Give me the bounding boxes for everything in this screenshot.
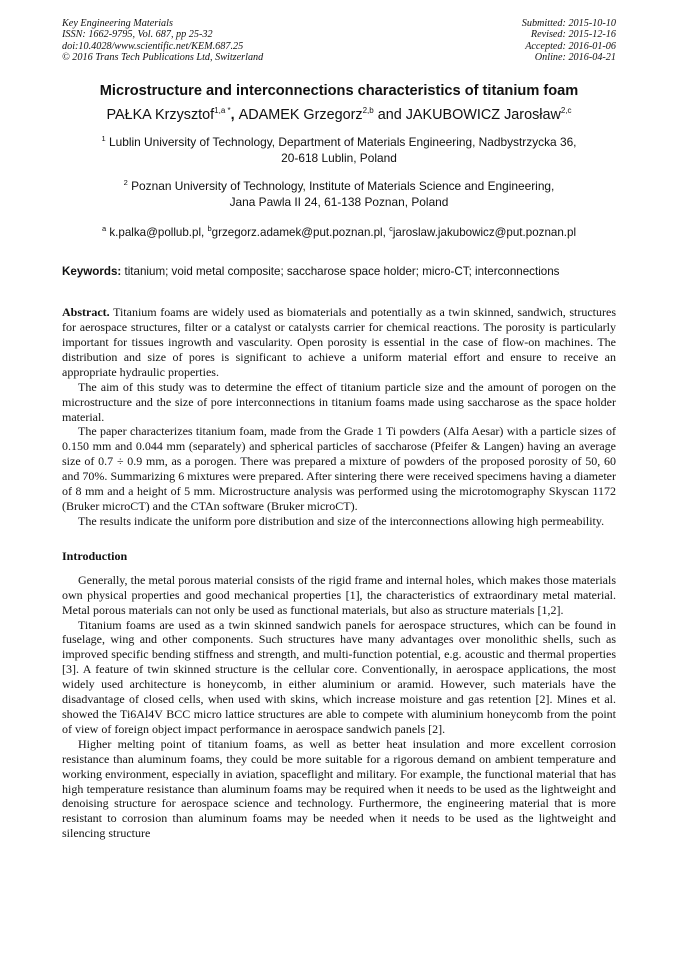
affiliation-number: 1 bbox=[101, 134, 106, 144]
abstract-text: Titanium foams are widely used as biomaterials and potentially as a twin skinned, sandwich, structures for aerospace structures, filter or a catalyst or catalysts carrier for chemical reactions. The porosity is particularly important for tissues ingrowth and vascularity. Open porosity is essential in the case of flow-on machines. The distribution and size of pores is significant to achieve a uniform material effort and ensure to receive an appropriate hydraulic properties. bbox=[62, 305, 616, 379]
keywords-label: Keywords: bbox=[62, 265, 122, 279]
abstract-paragraph: The results indicate the uniform pore distribution and size of the interconnections allowing high permeability. bbox=[78, 513, 605, 528]
doi-line: doi:10.4028/www.scientific.net/KEM.687.25 bbox=[62, 40, 244, 52]
affiliation-line: Lublin University of Technology, Department of Materials Engineering, Nadbystrzycka 36, bbox=[105, 135, 577, 150]
email-superscript: b bbox=[207, 224, 212, 234]
author-name: JAKUBOWICZ Jarosław bbox=[405, 106, 561, 123]
affiliation-line: Poznan University of Technology, Institute of Materials Science and Engineering, bbox=[127, 179, 555, 194]
keywords-line bbox=[62, 265, 616, 278]
author-separator: and bbox=[373, 106, 406, 123]
body-paragraph: Higher melting point of titanium foams, as well as better heat insulation and more excellent corrosion resistance than aluminum foams, they could be more suitable for a rigorous demand on ambient temperature and working environment, especially in aviation, spaceflight and military. For example, the functional material that has high temperature resistance than aluminum foams may be required when it needs to be used as the lightweight and denoising structure for aerospace science and technology. Furthermore, the engineering material that is more resistant to corrosion than aluminum foams may be needed when it needs to be used as the lightweight and silencing structure bbox=[62, 736, 616, 841]
abstract-label: Abstract. bbox=[62, 305, 110, 320]
introduction-section bbox=[62, 549, 616, 841]
abstract-section bbox=[62, 305, 616, 529]
email-address: k.palka@pollub.pl, bbox=[106, 226, 208, 240]
author-name: ADAMEK Grzegorz bbox=[238, 106, 363, 123]
body-paragraph: Titanium foams are used as a twin skinned sandwich panels for aerospace structures, which can be found in fuselage, wing and other components. Such structures have many advantages over monolithic shells, such as improved specific bending stiffness and strength, and multi-function potential, e.g. acoustic and thermal properties [3]. A feature of twin skinned structure is the cellular core. Conventionally, in aerospace applications, the most widely used architecture is honeycomb, in either aluminium or aramid. However, such materials have the disadvantage of closed cells, when used with skins, which increase moisture and gas retention [2]. Mines et al. showed the Ti6Al4V BCC micro lattice structures are able to compete with aluminium honeycomb from the point of view of foreign object impact performance in aerospace sandwich panels [2]. bbox=[62, 617, 616, 736]
keywords-text: titanium; void metal composite; saccharose space holder; micro-CT; interconnections bbox=[121, 265, 560, 279]
email-superscript: a bbox=[101, 224, 107, 234]
copyright-line: © 2016 Trans Tech Publications Ltd, Switzerland bbox=[62, 52, 264, 64]
online-date: Online: 2016-04-21 bbox=[534, 52, 616, 64]
revised-date: Revised: 2015-12-16 bbox=[530, 29, 616, 41]
affiliation-line: Jana Pawla II 24, 61-138 Poznan, Poland bbox=[229, 194, 449, 209]
publication-info bbox=[62, 18, 263, 64]
email-address: jaroslaw.jakubowicz@put.poznan.pl bbox=[392, 226, 577, 240]
author-separator: , bbox=[230, 106, 239, 123]
author-name: PAŁKA Krzysztof bbox=[106, 106, 215, 123]
submitted-date: Submitted: 2015-10-10 bbox=[521, 18, 616, 29]
abstract-paragraph: The paper characterizes titanium foam, made from the Grade 1 Ti powders (Alfa Aesar) with a particle sizes of 0.150 mm and 0.044 mm (separately) and spherical particles of saccharose (Pfeifer & Langen) having an average size of 0.7 ÷ 0.9 mm, as a porogen. There was prepared a mixture of powders of the proposed porosity of 50, 60 and 70%. Summarizing 6 mixtures were prepared. After sintering there were received specimens having a diameter of 8 mm and a height of 5 mm. Microstructure analysis was performed using the microtomography Skyscan 1172 (Bruker microCT) and the CTAn software (Bruker microCT). bbox=[62, 424, 616, 513]
accepted-date: Accepted: 2016-01-06 bbox=[525, 40, 616, 52]
author-superscript: 2,c bbox=[560, 105, 572, 115]
affiliation-line: 20-618 Lublin, Poland bbox=[281, 150, 397, 165]
paper-title: Microstructure and interconnections characteristics of titanium foam bbox=[99, 82, 579, 99]
body-paragraph: Generally, the metal porous material consists of the rigid frame and internal holes, which makes those materials own physical properties and good mechanical properties [1], the characteristics of extraordinary metal material. Metal porous materials can not only be used as functional materials, but also as structure materials [1,2]. bbox=[62, 572, 616, 617]
author-list bbox=[62, 106, 616, 123]
abstract-paragraph bbox=[62, 305, 616, 380]
publication-dates bbox=[522, 18, 616, 64]
author-superscript: 2,b bbox=[362, 105, 374, 115]
author-emails bbox=[62, 224, 616, 239]
author-superscript: 1,a * bbox=[214, 105, 231, 115]
abstract-paragraph: The aim of this study was to determine the effect of titanium particle size and the amount of porogen on the microstructure and the size of pore interconnections in titanium foams made using saccharose as the space holder material. bbox=[62, 379, 616, 424]
email-address: grzegorz.adamek@put.poznan.pl, bbox=[211, 226, 390, 240]
affiliation-number: 2 bbox=[123, 178, 128, 188]
journal-header bbox=[62, 18, 616, 64]
affiliation-1 bbox=[62, 131, 616, 166]
issn-line: ISSN: 1662-9795, Vol. 687, pp 25-32 bbox=[62, 29, 213, 41]
journal-name: Key Engineering Materials bbox=[62, 18, 173, 29]
section-heading: Introduction bbox=[62, 548, 128, 563]
affiliation-2 bbox=[62, 175, 616, 210]
email-superscript: c bbox=[389, 224, 393, 234]
